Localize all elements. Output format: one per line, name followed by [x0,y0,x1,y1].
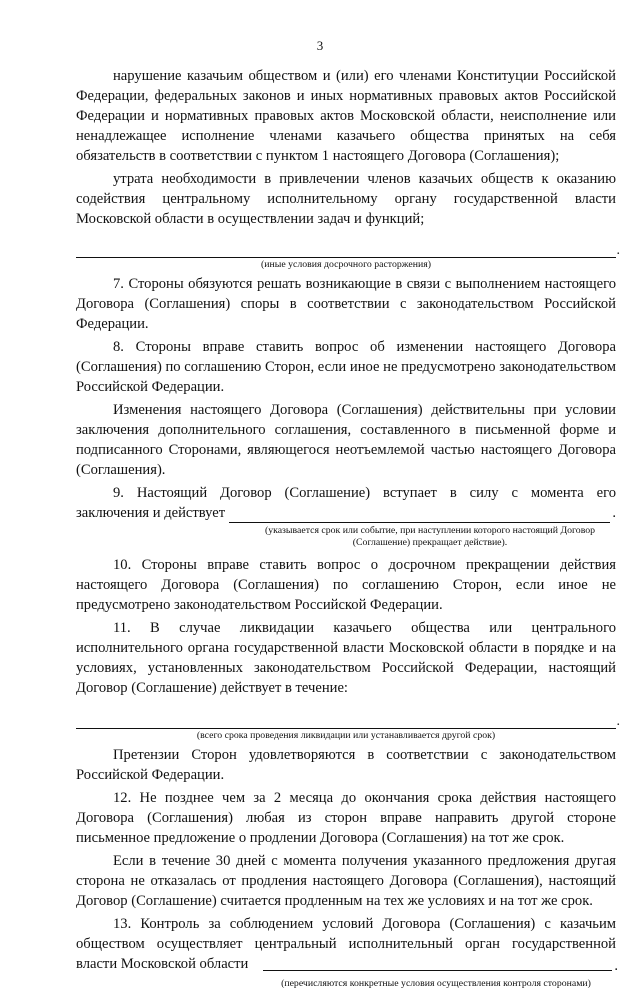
paragraph-9: 9. Настоящий Договор (Соглашение) вступает в силу с момента его [113,485,616,501]
blank-term [229,506,610,523]
blank-control [263,970,612,971]
paragraph-7: 7. Стороны обязуются решать возникающие в связи с выполнением настоящего Договора (Соглашения) споры в соответствии с законодательством Российской Федерации. [76,276,616,332]
control-dot: . [614,958,618,974]
paragraph-12-extension: Если в течение 30 дней с момента получения указанного предложения другая сторона не отказалась от продления настоящего Договора (Соглашения), настоящий Договор (Соглашение) считается продленным на тех же условиях и на тот же срок. [76,853,616,909]
paragraph-violation: нарушение казачьим обществом и (или) его членами Конституции Российской Федерации, федеральных законов и иных нормативных правовых актов Российской Федерации и нормативных правовых актов Московской области, неисполнение или ненадлежащее исполнение членами казачьего общества принятых на себя обязательств в соответствии с пунктом 1 настоящего Договора (Соглашения); [76,68,616,164]
paragraph-9-continuation: заключения и действует [76,505,226,521]
paragraph-11-claims: Претензии Сторон удовлетворяются в соответствии с законодательством Российской Федерации. [76,747,616,783]
paragraph-11: 11. В случае ликвидации казачьего общества или центрального исполнительного органа государственной власти Московской области в порядке и на условиях, установленных законодательством Российской Федерации, настоящий Договор (Соглашение) действует в течение: [76,620,616,696]
note-other-conditions: (иные условия досрочного расторжения) [261,259,431,270]
blank-liquidation [76,710,620,729]
term-dot: . [612,505,616,521]
paragraph-need: утрата необходимости в привлечении членов казачьих обществ к оказанию содействия центральному исполнительному органу государственной власти Московской области в осуществлении задач и функций; [76,171,616,227]
paragraph-13: 13. Контроль за соблюдением условий Договора (Соглашения) с казачьим обществом осуществляет центральный исполнительный орган государственной власти Московской области [76,916,616,972]
paragraph-9-fill-row [76,503,616,523]
paragraph-8-changes: Изменения настоящего Договора (Соглашения) действительны при условии заключения дополнительного соглашения, составленного в письменной форме и подписанного Сторонами, являющегося неотъемлемой частью настоящего Договора (Соглашения). [76,402,616,478]
paragraph-12: 12. Не позднее чем за 2 месяца до окончания срока действия настоящего Договора (Соглашения) любая из сторон вправе направить другой стороне письменное предложение о продлении Договора (Соглашения) на тот же срок. [76,790,616,846]
note-liquidation: (всего срока проведения ликвидации или устанавливается другой срок) [196,730,496,741]
blank-dot: . [616,243,620,258]
note-control: (перечисляются конкретные условия осуществления контроля сторонами) [281,978,591,989]
document-body [76,66,620,990]
blank-other-conditions [76,239,620,258]
page-number: 3 [316,38,324,53]
liquidation-dot: . [616,714,620,729]
note-term: (указывается срок или событие, при наступлении которого настоящий Договор (Соглашение) прекращает действие). [264,525,596,548]
paragraph-10: 10. Стороны вправе ставить вопрос о досрочном прекращении действия настоящего Договора (Соглашения) по соглашению Сторон, если иное не предусмотрено законодательством Российской Федерации. [76,557,616,613]
paragraph-8: 8. Стороны вправе ставить вопрос об изменении настоящего Договора (Соглашения) по соглашению Сторон, если иное не предусмотрено законодательством Российской Федерации. [76,339,616,395]
